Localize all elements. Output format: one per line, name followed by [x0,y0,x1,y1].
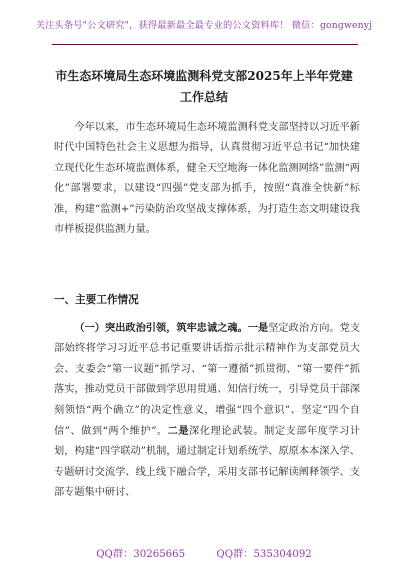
footer-qq-group-2: QQ群：535304092 [216,549,312,560]
intro-paragraph: 今年以来，市生态环境局生态环境监测科党支部坚持以习近平新时代中国特色社会主义思想为指导，认真贯彻习近平总书记“加快建立现代化生态环境监测体系，健全天空地海一体化监测网络”监测“两化”部署要求，以建设“四强”党支部为抓手，按照“真准全快新”标准，构建“监测+”污染防治攻坚战支撑体系，为打造生态文明建设我市样板提供监测力量。 [54,122,360,236]
document-title: 市生态环境局生态环境监测科党支部2025年上半年党建工作总结 [55,69,353,104]
section-heading: 一、主要工作情况 [54,294,139,306]
point-two-label: 二是 [167,425,190,438]
subsection-paragraph [54,318,360,504]
point-two-text: 深化理论武装。制定支部年度学习计划，构建“四学联动”机制，通过制定计划系统学、原原本本深入学、专题研讨交流学、线上线下融合学，采用支部书记解读阐释领学、支部专题集中研讨、 [54,426,361,499]
footer-qq-group-1: QQ群：30265665 [96,549,186,560]
footer [0,545,408,560]
subsection-lead: （一）突出政治引领，筑牢忠诚之魂。 [74,322,248,334]
point-one-text: 坚定政治方向。党支部始终将学习习近平总书记重要讲话指示批示精神作为支部党员大会、支委会“第一议题”抓学习、“第一遵循”抓贯彻、“第一要件”抓落实，推动党员干部做到学思用贯通、知信行统一，引导党员干部深刻领悟“两个确立”的决定性意义，增强“四个意识”、坚定“四个自信”、做到“两个维护”。 [54,323,361,438]
header-banner: 关注头条号"公文研究"，获得最新最全最专业的公文资料库！ 微信：gongwenyj [35,20,373,31]
point-one-label: 一是 [247,322,269,334]
header-divider [52,44,358,45]
